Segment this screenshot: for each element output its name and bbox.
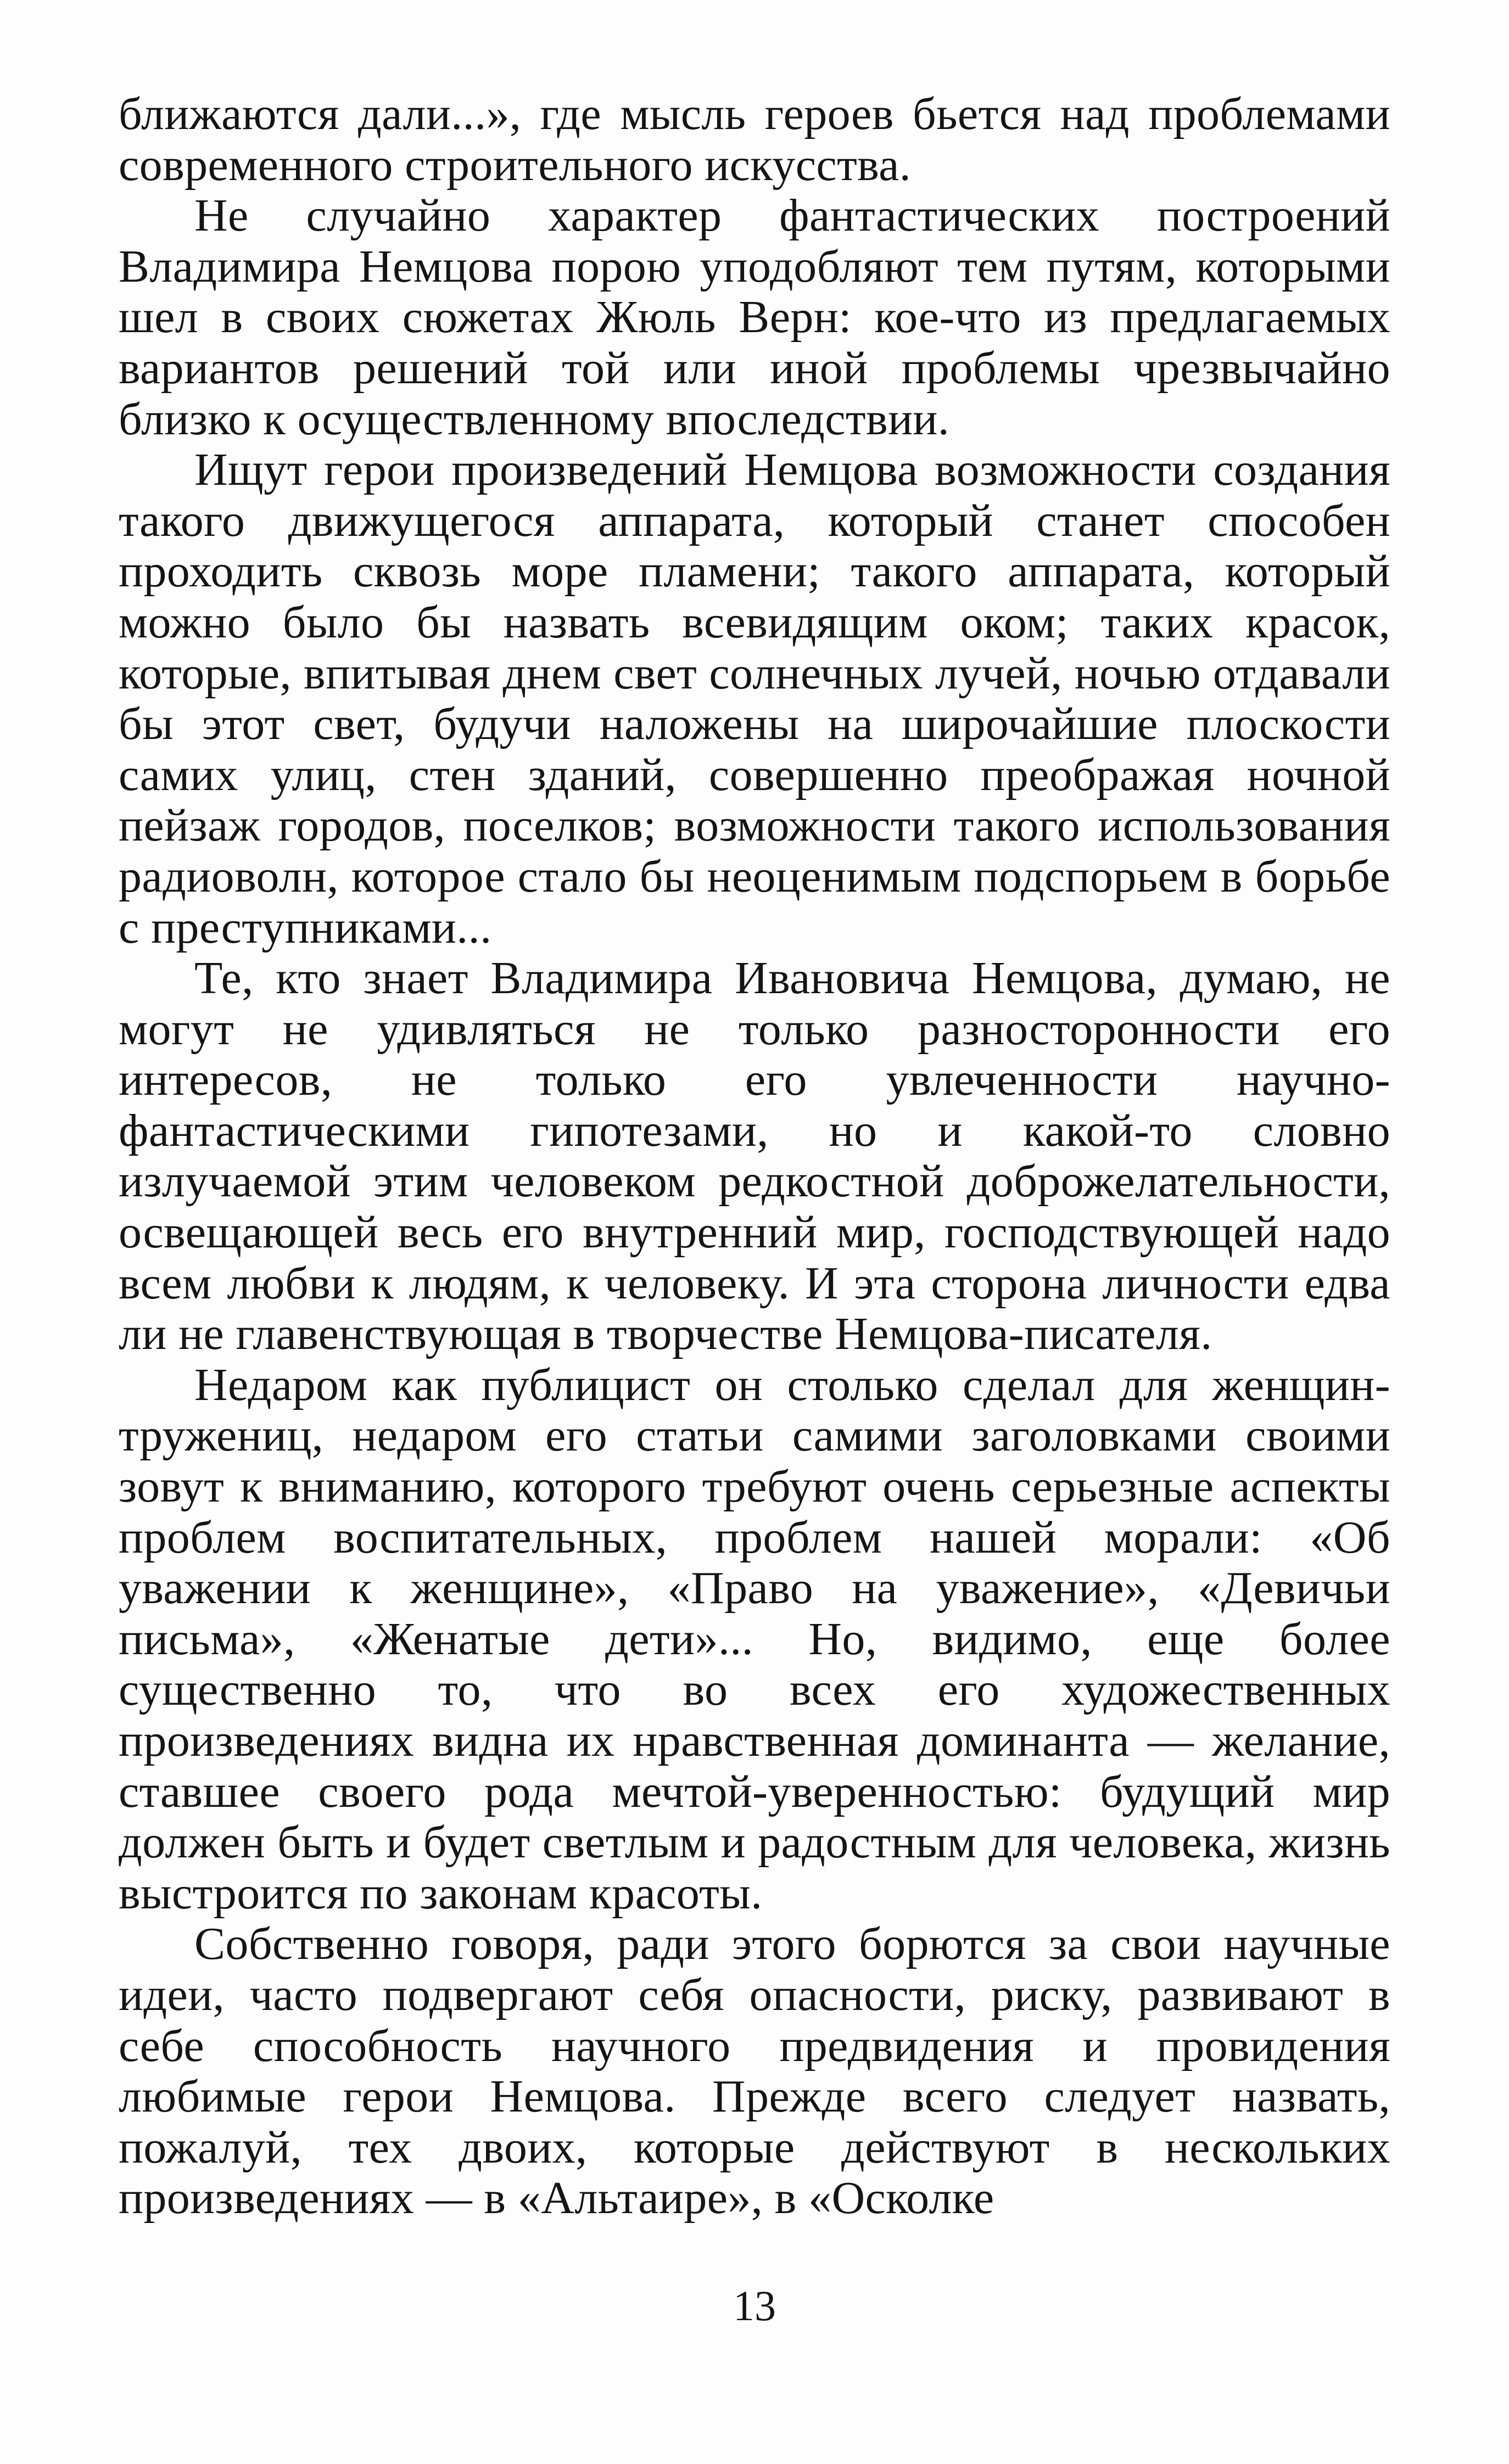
paragraph-continuation: ближаются дали...», где мысль героев бьется над проблемами современного строительного искусства. (119, 88, 1390, 191)
paragraph: Те, кто знает Владимира Ивановича Немцова, думаю, не могут не удивляться не только разносторонности его интересов, не только его увлеченности научно-фантастическими гипотезами, но и какой-то словно излучаемой этим человеком редкостной доброжелательности, освещающей весь его внутренний мир, господствующей надо всем любви к людям, к человеку. И эта сторона личности едва ли не главенствующая в творчестве Немцова-писателя. (119, 953, 1390, 1360)
paragraph: Ищут герои произведений Немцова возможности создания такого движущегося аппарата, который станет способен проходить сквозь море пламени; такого аппарата, который можно было бы назвать всевидящим оком; таких красок, которые, впитывая днем свет солнечных лучей, ночью отдавали бы этот свет, будучи наложены на широчайшие плоскости самих улиц, стен зданий, совершенно преображая ночной пейзаж городов, поселков; возможности такого использования радиоволн, которое стало бы неоценимым подспорьем в борьбе с преступниками... (119, 444, 1390, 953)
page-number: 13 (733, 2282, 776, 2329)
paragraph: Не случайно характер фантастических построений Владимира Немцова порою уподобляют тем путям, которыми шел в своих сюжетах Жюль Верн: кое-что из предлагаемых вариантов решений той или иной проблемы чрезвычайно близко к осуществленному впоследствии. (119, 190, 1390, 445)
body-text (119, 89, 1390, 2224)
paragraph: Недаром как публицист он столько сделал для женщин-тружениц, недаром его статьи самими заголовками своими зовут к вниманию, которого требуют очень серьезные аспекты проблем воспитательных, проблем нашей морали: «Об уважении к женщине», «Право на уважение», «Девичьи письма», «Женатые дети»... Но, видимо, еще более существенно то, что во всех его художественных произведениях видна их нравственная доминанта — желание, ставшее своего рода мечтой-уверенностью: будущий мир должен быть и будет светлым и радостным для человека, жизнь выстроится по законам красоты. (119, 1359, 1390, 1919)
paragraph: Собственно говоря, ради этого борются за свои научные идеи, часто подвергают себя опасности, риску, развивают в себе способность научного предвидения и провидения любимые герои Немцова. Прежде всего следует назвать, пожалуй, тех двоих, которые действуют в нескольких произведениях — в «Альтаире», в «Осколке (119, 1918, 1390, 2224)
